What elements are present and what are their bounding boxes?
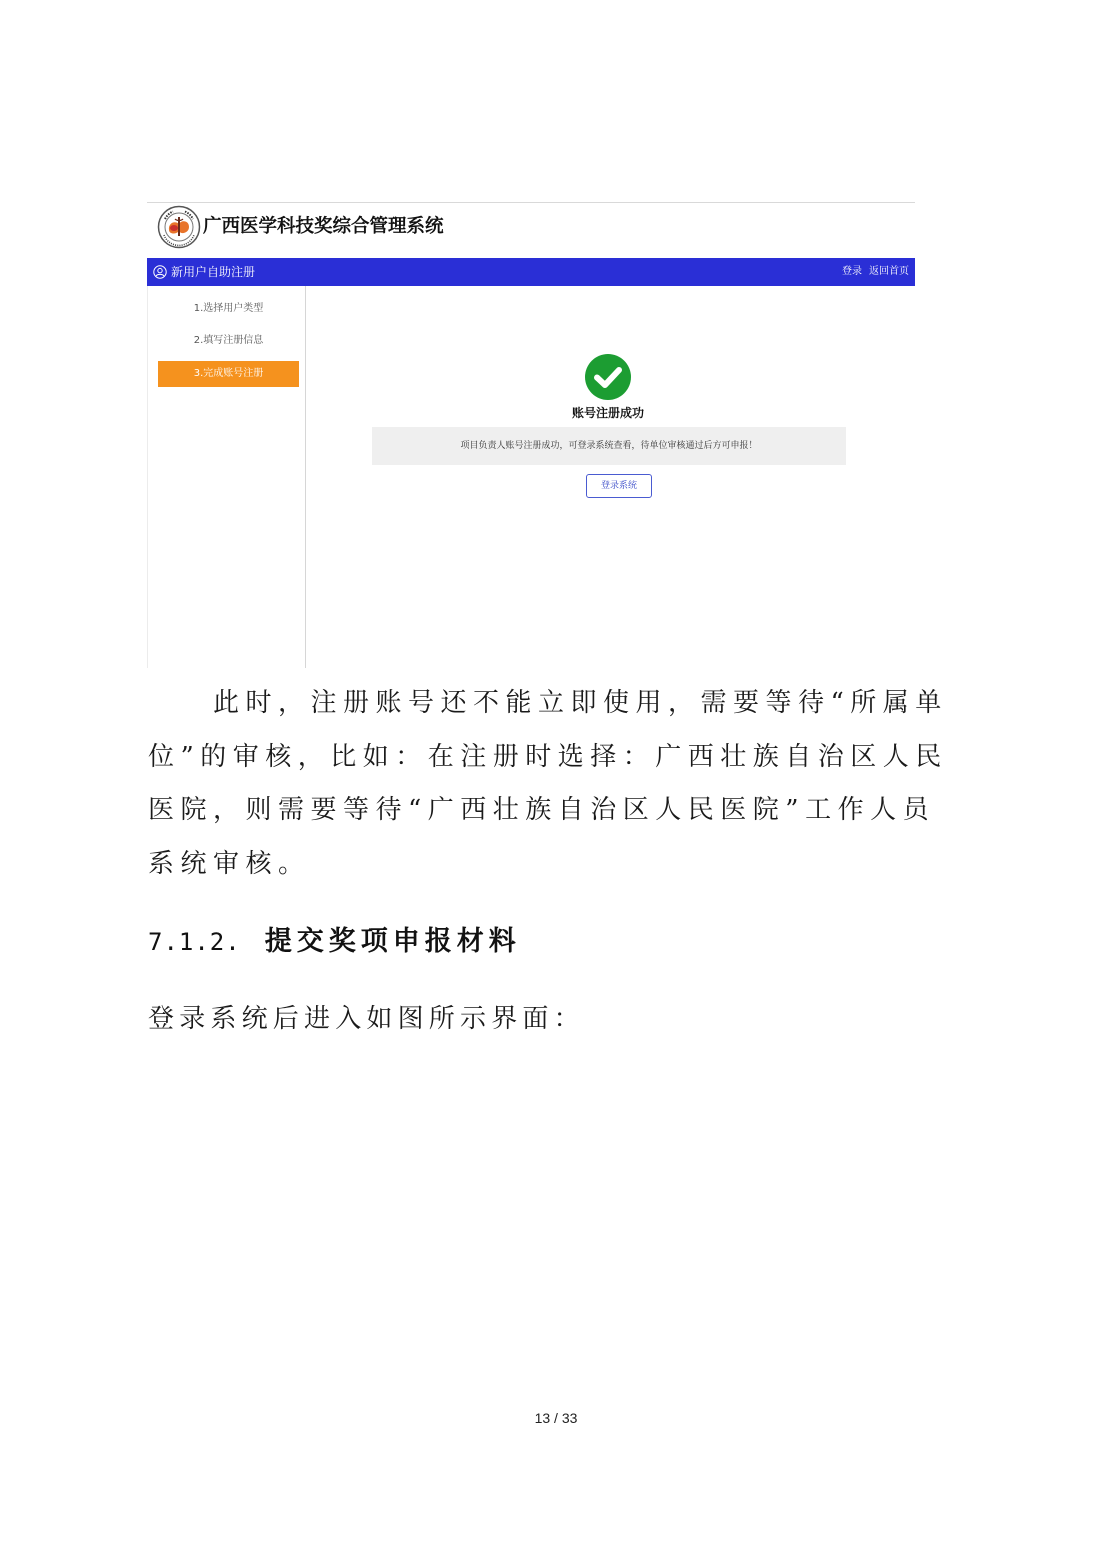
home-link[interactable]: 返回首页 [869, 266, 909, 277]
step-select-user-type: 1.选择用户类型 [193, 303, 264, 314]
top-nav-bar [147, 258, 915, 286]
section-heading [148, 922, 521, 962]
paragraph-line: 医院，则需要等待“广西壮族自治区人民医院”工作人员 [148, 795, 936, 825]
page-number: 13 / 33 [534, 1410, 578, 1426]
paragraph-line: 此时，注册账号还不能立即使用，需要等待“所属单 [213, 688, 948, 718]
step-sidebar [147, 286, 306, 668]
step-fill-registration-info: 2.填写注册信息 [193, 335, 264, 346]
login-system-button[interactable]: 登录系统 [586, 474, 652, 498]
success-title: 账号注册成功 [571, 406, 644, 420]
success-message: 项目负责人账号注册成功，可登录系统查看，待单位审核通过后方可申报！ [460, 441, 758, 451]
section-intro: 登录系统后进入如图所示界面： [148, 1004, 585, 1034]
paragraph-line: 系统审核。 [148, 849, 311, 879]
login-link[interactable]: 登录 [842, 266, 862, 277]
user-icon [153, 265, 167, 279]
section-number: 7.1.2. [148, 928, 241, 956]
registration-screenshot [147, 202, 915, 668]
section-title: 提交奖项申报材料 [264, 926, 521, 957]
association-logo-icon [157, 205, 201, 249]
success-message-box [372, 427, 846, 465]
step-complete-registration: 3.完成账号注册 [158, 361, 299, 387]
paragraph-line: 位”的审核，比如：在注册时选择：广西壮族自治区人民 [148, 742, 948, 772]
nav-title: 新用户自助注册 [171, 265, 256, 279]
check-circle-icon [585, 354, 631, 400]
header-top-border [147, 202, 915, 203]
app-title: 广西医学科技奖综合管理系统 [203, 216, 444, 237]
